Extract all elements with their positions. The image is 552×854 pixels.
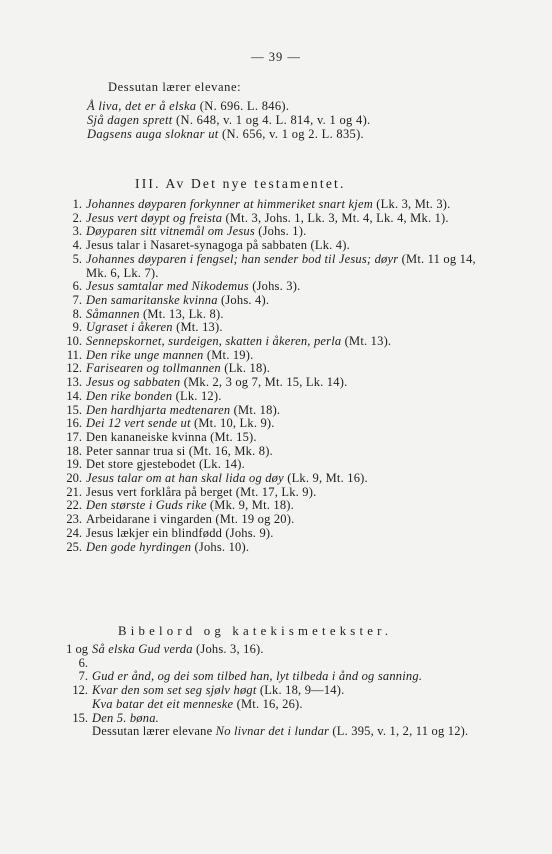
item-reference: Jesus talar i Nasaret-synagoga på sabbaten (Lk. 4). [86,238,350,253]
item-reference: (Mk. 2, 3 og 7, Mt. 15, Lk. 14). [183,375,348,390]
item-reference: (Lk. 3, Mt. 3). [376,197,451,211]
item-number: 14. [66,388,82,403]
item-number: 5. [72,251,82,266]
item-number: 15. [66,402,82,417]
item-text [92,725,478,739]
item-title: Gud er ånd, og dei som tilbed han, lyt tilbeda i ånd og sanning. [92,669,423,684]
item-reference: Peter sannar trua si (Mt. 16, Mk. 8). [86,443,273,458]
item-title: Den 5. bøna. [92,710,159,725]
item-number: 1 og 6. [66,642,88,670]
item-title: Johannes døyparen forkynner at himmeriket snart kjem [86,197,373,211]
item-text [86,445,478,459]
item-text [86,321,478,335]
item-reference: (Mt. 11 og 14, Mk. 6, Lk. 7). [86,251,476,280]
item-text [86,417,478,431]
item-title: Johannes døyparen i fengsel; han sender bod til Jesus; døyr [86,251,399,266]
list-item [58,321,478,335]
item-number: 3. [72,224,82,239]
hymn-ref: (N. 656, v. 1 og 2. L. 835). [222,127,364,141]
item-number: 12. [72,683,88,698]
list-item [58,294,478,308]
section-heading: III. Av Det nye testamentet. [135,176,346,191]
list-item [58,513,478,527]
hymn-line [87,127,364,142]
intro-text: Dessutan lærer elevane: [108,80,242,94]
item-title: Jesus og sabbaten [86,375,181,390]
item-number: 23. [66,512,82,527]
item-reference: (Lk. 18, 9—14). [259,683,345,698]
item-title: Dei 12 vert sende ut [86,416,191,431]
list-item [58,198,478,212]
list-item [58,335,478,349]
item-reference: (Johs. 1). [258,224,307,239]
list-item [58,253,478,280]
item-number: 4. [72,238,82,253]
item-title: Jesus talar om at han skal lida og døy [86,471,284,486]
item-reference: Jesus vert forklåra på berget (Mt. 17, Lk. 9). [86,484,317,499]
item-text [86,486,478,500]
hymn-line [87,113,370,128]
list-item [58,670,478,684]
item-text [86,239,478,253]
item-number: 15. [72,710,88,725]
item-title: Så elska Gud verda [92,642,193,656]
list-item [58,390,478,404]
list-item [58,376,478,390]
item-reference: (Johs. 10). [194,539,250,554]
item-reference: (Mt. 19). [206,347,254,362]
item-reference: (Mt. 18). [233,402,281,417]
item-text [86,253,478,280]
item-title: Døyparen sitt vitnemål om Jesus [86,224,255,239]
item-reference: Dessutan lærer elevane [92,724,213,739]
item-reference: (Mt. 13). [344,334,392,349]
item-text [86,349,478,363]
item-reference: (Johs. 3, 16). [196,642,264,656]
item-reference: (Mt. 10, Lk. 9). [194,416,275,431]
item-title: Kvar den som set seg sjølv høgt [92,683,257,698]
item-reference: Det store gjestebodet (Lk. 14). [86,457,245,472]
item-text [92,698,478,712]
item-text [86,225,478,239]
item-text [86,198,478,212]
item-number: 11. [66,347,82,362]
list-item [58,404,478,418]
item-title: Ugraset i åkeren [86,320,173,335]
item-text [86,335,478,349]
item-text [86,472,478,486]
item-number: 6. [72,279,82,294]
list-item [58,643,478,670]
item-number: 1. [72,197,82,211]
item-number: 22. [66,498,82,513]
item-number: 10. [66,334,82,349]
hymn-title: Dagsens auga sloknar ut [87,127,219,141]
item-reference: (Lk. 12). [175,388,222,403]
item-title: Den rike bonden [86,388,173,403]
hymn-title: Sjå dagen sprett [87,113,173,127]
list-item [58,486,478,500]
item-reference: (Mt. 13). [176,320,223,335]
item-title: Den rike unge mannen [86,347,204,362]
list-item [58,431,478,445]
item-number: 19. [66,457,82,472]
item-text [86,390,478,404]
list-item [58,445,478,459]
list-item [58,225,478,239]
item-reference: Arbeidarane i vingarden (Mt. 19 og 20). [86,512,295,527]
item-text [86,404,478,418]
story-list [58,198,478,554]
list-item [58,308,478,322]
item-reference: (Mt. 16, 26). [236,696,303,711]
list-item [58,212,478,226]
list-item [58,499,478,513]
list-item [58,541,478,555]
item-title: Den gode hyrdingen [86,539,192,554]
item-title: No livnar det i lundar [215,724,330,739]
item-reference: Den kananeiske kvinna (Mt. 15). [86,429,257,444]
item-text [92,643,478,670]
item-text [86,308,478,322]
list-item [58,527,478,541]
item-title: Farisearen og tollmannen [86,361,221,376]
item-title: Kva batar det eit menneske [92,696,234,711]
item-number: 7. [78,669,88,684]
item-number [58,698,92,712]
list-item [58,458,478,472]
item-number: 9. [72,320,82,335]
item-number: 21. [66,484,82,499]
list-item [58,684,478,698]
list-item [58,239,478,253]
item-title: Jesus vert døypt og freista [86,210,223,225]
item-reference: (Johs. 3). [252,279,301,294]
item-text [86,362,478,376]
item-reference: (Johs. 4). [221,292,270,307]
item-title: Sennepskornet, surdeigen, skatten i åkeren, perla [86,334,342,349]
item-text [86,280,478,294]
list-item [58,698,478,712]
item-title: Den hardhjarta medtenaren [86,402,231,417]
hymn-title: Å liva, det er å elska [87,99,197,113]
list-item [58,472,478,486]
item-reference: (Mt. 13, Lk. 8). [143,306,224,321]
list-item [58,417,478,431]
item-number [58,725,92,739]
item-title: Den samaritanske kvinna [86,292,218,307]
item-number: 12. [66,361,82,376]
item-text [86,499,478,513]
item-reference: (Mk. 9, Mt. 18). [209,498,294,513]
item-reference: (L. 395, v. 1, 2, 11 og 12). [332,724,469,739]
item-reference: (Mt. 3, Johs. 1, Lk. 3, Mt. 4, Lk. 4, Mk. 1). [225,210,449,225]
item-number: 13. [66,375,82,390]
item-number: 24. [66,525,82,540]
item-number: 2. [72,210,82,225]
item-text [92,670,478,684]
item-text [86,212,478,226]
item-number: 8. [72,306,82,321]
hymn-ref: (N. 648, v. 1 og 4. L. 814, v. 1 og 4). [176,113,371,127]
item-title: Jesus samtalar med Nikodemus [86,279,249,294]
list-item [58,712,478,726]
item-number: 16. [66,416,82,431]
item-text [86,541,478,555]
item-title: Såmannen [86,306,140,321]
hymn-ref: (N. 696. L. 846). [199,99,290,113]
item-number: 17. [66,429,82,444]
item-text [92,684,478,698]
item-text [86,513,478,527]
bibelord-list [58,643,478,739]
hymn-line [87,99,289,114]
item-title: Den største i Guds rike [86,498,207,513]
item-text [92,712,478,726]
item-text [86,431,478,445]
item-text [86,458,478,472]
list-item [58,725,478,739]
item-reference: (Lk. 18). [224,361,271,376]
item-reference: (Lk. 9, Mt. 16). [287,471,368,486]
list-item [58,280,478,294]
sub-heading: Bibelord og katekismetekster. [118,624,393,638]
list-item [58,362,478,376]
list-item [58,349,478,363]
page-number: — 39 — [251,50,301,64]
item-number: 20. [66,471,82,486]
item-text [86,527,478,541]
item-number: 25. [66,539,82,554]
item-reference: Jesus lækjer ein blindfødd (Johs. 9). [86,525,274,540]
item-number: 18. [66,443,82,458]
item-text [86,294,478,308]
item-number: 7. [72,292,82,307]
item-text [86,376,478,390]
